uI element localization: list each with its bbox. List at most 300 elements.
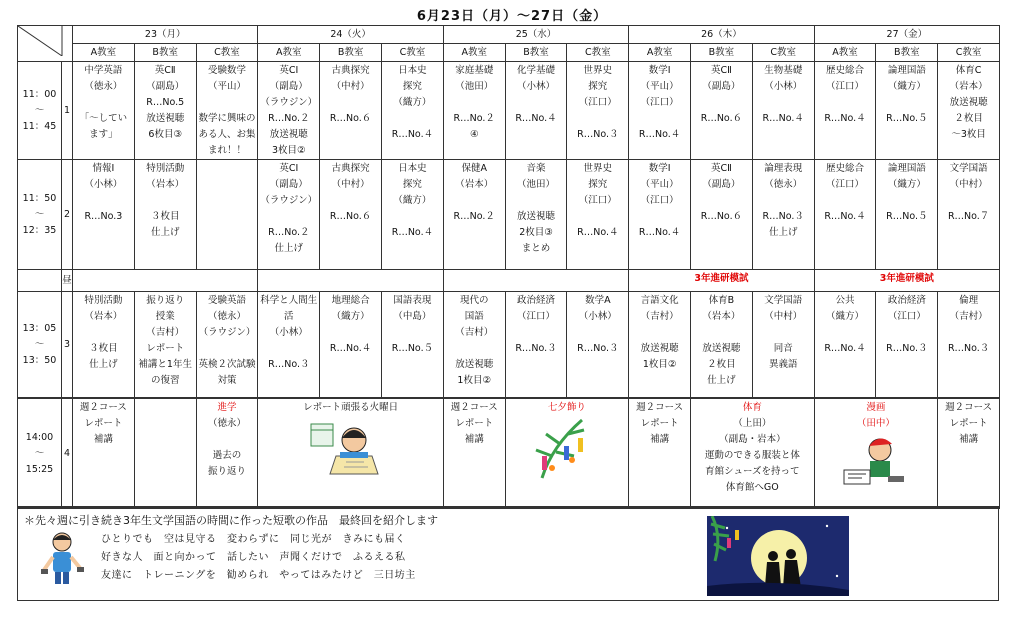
cell-line: 仕上げ: [89, 359, 118, 370]
cell-line: 週２コース: [79, 402, 127, 413]
exam-note: 3年進研模試: [629, 270, 814, 292]
cell-line: 同音: [773, 343, 793, 354]
class-cell: [691, 62, 753, 160]
cell-line: （江口）: [640, 195, 679, 206]
cell-line: 古典探究: [331, 163, 370, 174]
cell-line: R…No.３: [947, 343, 990, 354]
cell-line: [629, 325, 690, 341]
cell-line: 仕上げ: [150, 227, 180, 238]
class-cell: [691, 398, 815, 509]
cell-line: 日本史: [398, 163, 427, 174]
cell-line: 3枚目②: [272, 145, 306, 156]
cell-line: R…No.６: [700, 113, 743, 124]
cell-line: 活: [284, 311, 294, 322]
cell-line: 数学に興味の: [198, 113, 256, 124]
cell-line: [815, 325, 876, 341]
cell-line: 地理総合: [331, 295, 370, 306]
cell-line: R…No.５: [886, 211, 928, 222]
class-cell: [752, 292, 814, 399]
cell-line: [876, 325, 937, 341]
class-cell: [443, 62, 505, 160]
cell-line: 英検２次試験: [198, 359, 256, 370]
cell-line: R…No.３: [577, 129, 619, 140]
cell-line: R…No.２: [453, 113, 495, 124]
cell-line: R…No.４: [577, 227, 619, 238]
cell-line: [444, 341, 505, 357]
cell-line: 振り返り: [146, 295, 185, 306]
class-cell: [567, 160, 629, 270]
cell-line: 歴史総合: [826, 163, 865, 174]
cell-line: [567, 325, 628, 341]
day-header: 26（木）: [629, 26, 814, 44]
class-cell: [938, 292, 1000, 399]
cell-line: 1枚目②: [457, 375, 491, 386]
cell-line: [691, 325, 752, 341]
class-cell: [443, 398, 505, 509]
cell-line: R…No.３: [268, 359, 310, 370]
day-header: 23（月）: [73, 26, 258, 44]
cell-line: 放送視聴: [517, 211, 556, 222]
cell-line: R…No.5: [146, 97, 185, 108]
cell-line: （織方）: [826, 311, 865, 322]
cell-line: [197, 341, 258, 357]
corner-cell: [18, 26, 73, 62]
cell-line: [876, 193, 937, 209]
cell-line: （織方）: [887, 81, 926, 92]
cell-line: 仕上げ: [707, 375, 736, 386]
day-header: 24（火）: [258, 26, 443, 44]
cell-line: 七夕飾り: [547, 402, 586, 413]
time-cell: [18, 62, 62, 160]
cell-line: レポート: [146, 343, 185, 354]
cell-line: 探究: [588, 81, 608, 92]
cell-line: 情報Ⅰ: [92, 163, 115, 174]
cell-line: （池田）: [455, 81, 494, 92]
cell-line: 放送視聴: [269, 129, 308, 140]
class-cell: [382, 292, 444, 399]
cell-line: 放送視聴: [640, 343, 679, 354]
class-cell: [629, 62, 691, 160]
cell-line: レポート: [84, 418, 123, 429]
cell-line: 探究: [402, 81, 422, 92]
room-header: C教室: [752, 44, 814, 62]
cell-line: （中村）: [331, 179, 370, 190]
room-header: C教室: [567, 44, 629, 62]
room-header: B教室: [691, 44, 753, 62]
manga-drawing-illustration: [836, 432, 916, 490]
time-text: 11：00: [22, 89, 57, 100]
cell-line: [815, 193, 876, 209]
time-text: 13：05: [22, 323, 57, 334]
cell-line: 世界史: [583, 65, 613, 76]
cell-line: 2枚目③: [519, 227, 553, 238]
cell-line: 6枚目③: [148, 129, 182, 140]
room-header: B教室: [320, 44, 382, 62]
cell-line: （徳永）: [207, 311, 246, 322]
cell-line: [506, 325, 567, 341]
cell-line: 英CⅡ: [711, 65, 732, 76]
cell-line: ２枚目: [707, 359, 736, 370]
cell-line: ～3枚目: [951, 129, 986, 140]
cell-line: 週２コース: [945, 402, 993, 413]
time-cell: [18, 292, 62, 399]
cell-line: R…No.４: [391, 227, 434, 238]
cell-line: 「～してい: [79, 113, 128, 124]
cell-line: R…No.４: [638, 227, 681, 238]
class-cell: [73, 62, 135, 160]
cell-line: ある人、お集: [198, 129, 256, 140]
cell-line: [320, 95, 381, 111]
cell-line: 文学国語: [949, 163, 988, 174]
class-cell: [196, 292, 258, 399]
cell-line: 探究: [402, 179, 422, 190]
cell-line: 授業: [155, 311, 175, 322]
cell-line: 科学と人間生: [260, 295, 318, 306]
cell-line: 数学Ⅰ: [648, 65, 671, 76]
room-header: A教室: [73, 44, 135, 62]
class-cell: [814, 398, 938, 509]
cell-line: 保健A: [461, 163, 487, 174]
cell-line: [444, 95, 505, 111]
notes-intro: ＊先々週に引き続き3年生文学国語の時間に作った短歌の作品 最終回を紹介します: [24, 514, 438, 527]
cell-line: （徳永）: [207, 418, 246, 429]
period-number: 1: [62, 62, 73, 160]
cell-line: [815, 95, 876, 111]
class-cell: [134, 292, 196, 399]
cell-line: レポート: [949, 418, 988, 429]
cell-line: 論理国語: [887, 65, 926, 76]
time-text: 15:25: [25, 464, 54, 475]
cell-line: （上田）: [733, 418, 772, 429]
period-number: 4: [62, 398, 73, 509]
cell-line: R…No.４: [391, 129, 434, 140]
cell-line: （ラウジン）: [198, 327, 256, 338]
cell-line: （江口）: [826, 179, 865, 190]
cell-line: 放送視聴: [146, 113, 185, 124]
time-text: 11：45: [22, 121, 57, 132]
cell-line: R…No.５: [391, 343, 434, 354]
class-cell: [505, 62, 567, 160]
class-cell: [629, 398, 691, 509]
cell-line: ２枚目: [954, 113, 983, 124]
cell-line: 補講: [959, 434, 979, 445]
cell-line: （副島）: [702, 179, 741, 190]
cell-line: 1枚目②: [642, 359, 677, 370]
cell-line: R…No.２: [268, 113, 310, 124]
class-cell: [320, 160, 382, 270]
cell-line: 古典探究: [331, 65, 370, 76]
cell-line: （副島）: [702, 81, 741, 92]
cell-line: （副島）: [269, 81, 308, 92]
cell-line: 探究: [588, 179, 608, 190]
studying-student-illustration: [306, 416, 396, 478]
cell-line: まれ！！: [207, 145, 246, 156]
cell-line: 体育館へGO: [725, 482, 779, 493]
cell-line: R…No.２: [453, 211, 495, 222]
cell-line: [567, 209, 628, 225]
poem-line: 友達に トレーニングを 勧められ やってはみたけど 三日坊主: [101, 570, 416, 581]
cell-line: 英CⅡ: [711, 163, 732, 174]
cell-line: 数学Ⅰ: [648, 163, 671, 174]
cell-line: R…No.３: [577, 343, 619, 354]
cell-line: 生物基礎: [764, 65, 803, 76]
cell-line: （平山）: [640, 179, 679, 190]
cell-line: 歴史総合: [826, 65, 865, 76]
cell-line: 英CⅡ: [154, 65, 176, 76]
cell-line: 数学A: [585, 295, 611, 306]
cell-line: 日本史: [398, 65, 427, 76]
cell-line: R…No.７: [947, 211, 990, 222]
cell-line: R…No.３: [762, 211, 804, 222]
cell-line: 放送視聴: [949, 97, 988, 108]
class-cell: [567, 292, 629, 399]
cell-line: R…No.５: [886, 113, 928, 124]
cell-line: 漫画: [866, 402, 886, 413]
lunch-cell: [443, 270, 628, 292]
class-cell: [505, 398, 629, 509]
cell-line: [444, 193, 505, 209]
lunch-time-cell: [18, 270, 62, 292]
cell-line: [73, 193, 134, 209]
class-cell: [629, 292, 691, 399]
room-header: A教室: [258, 44, 320, 62]
lunch-cell: [73, 270, 258, 292]
cell-line: 政治経済: [887, 295, 926, 306]
class-cell: [567, 62, 629, 160]
cell-line: 特別活動: [84, 295, 123, 306]
period-number: 2: [62, 160, 73, 270]
cell-line: R…No.６: [700, 211, 743, 222]
cell-line: 倫理: [959, 295, 979, 306]
cell-line: [629, 111, 690, 127]
cell-line: 国語表現: [393, 295, 432, 306]
cell-line: R…No.４: [329, 343, 372, 354]
cell-line: （江口）: [887, 311, 926, 322]
cell-line: 現代の: [459, 295, 489, 306]
schedule-table: [17, 25, 1000, 509]
cell-line: （副島・岩本）: [719, 434, 786, 445]
cell-line: （岩本）: [702, 311, 741, 322]
cell-line: 化学基礎: [517, 65, 556, 76]
class-cell: [258, 160, 320, 270]
cell-line: （田中）: [856, 418, 895, 429]
room-header: A教室: [814, 44, 876, 62]
cell-line: [258, 341, 319, 357]
cell-line: [691, 95, 752, 111]
class-cell: [134, 398, 196, 509]
poem-line: 好きな人 面と向かって 話したい 声聞くだけで ふるえる私: [101, 552, 406, 563]
cell-line: （江口）: [578, 97, 617, 108]
cell-line: R…No.３: [515, 343, 557, 354]
class-cell: [320, 292, 382, 399]
cell-line: レポート: [640, 418, 679, 429]
cell-line: 週２コース: [636, 402, 684, 413]
cell-line: 論理表現: [764, 163, 803, 174]
class-cell: [73, 160, 135, 270]
cell-line: （岩本）: [146, 179, 185, 190]
lunch-cell: [258, 270, 443, 292]
room-header: C教室: [938, 44, 1000, 62]
cell-line: [506, 193, 567, 209]
cell-line: （池田）: [517, 179, 556, 190]
day-header: 27（金）: [814, 26, 999, 44]
class-cell: [814, 160, 876, 270]
cell-line: （中村）: [331, 81, 370, 92]
room-header: C教室: [196, 44, 258, 62]
cell-line: [876, 95, 937, 111]
cell-line: （吉村）: [146, 327, 185, 338]
cell-line: （副島）: [269, 179, 308, 190]
cell-line: R…No.４: [762, 113, 804, 124]
time-text: ～: [34, 209, 45, 220]
cell-line: 英CⅠ: [279, 65, 299, 76]
class-cell: [258, 398, 443, 509]
cell-line: R…No.３: [886, 343, 928, 354]
class-cell: [814, 292, 876, 399]
time-text: 12：35: [22, 225, 57, 236]
cell-line: 振り返り: [207, 466, 246, 477]
cell-line: （織方）: [331, 311, 370, 322]
room-header: A教室: [443, 44, 505, 62]
cell-line: 体育B: [708, 295, 735, 306]
time-text: 14:00: [25, 432, 54, 443]
class-cell: [629, 160, 691, 270]
class-cell: [134, 160, 196, 270]
cell-line: 補講と1年生: [138, 359, 192, 370]
cell-line: （江口）: [640, 97, 679, 108]
cell-line: ３枚目: [150, 211, 180, 222]
class-cell: [505, 292, 567, 399]
class-cell: [876, 62, 938, 160]
cell-line: （平山）: [207, 81, 246, 92]
cell-line: 仕上げ: [768, 227, 798, 238]
cell-line: ます」: [89, 129, 118, 140]
runner-illustration: [40, 530, 86, 586]
cell-line: 進学: [217, 402, 237, 413]
cell-line: [506, 95, 567, 111]
cell-line: レポート: [455, 418, 494, 429]
cell-line: （岩本）: [455, 179, 494, 190]
cell-line: （小林）: [578, 311, 617, 322]
class-cell: [73, 398, 135, 509]
cell-line: 補講: [93, 434, 113, 445]
class-cell: [196, 160, 258, 270]
cell-line: R…No.４: [824, 211, 866, 222]
cell-line: [753, 325, 814, 341]
cell-line: 補講: [650, 434, 670, 445]
cell-line: [320, 193, 381, 209]
cell-line: 中学英語: [84, 65, 123, 76]
cell-line: （小林）: [764, 81, 803, 92]
room-header: B教室: [876, 44, 938, 62]
period-number: 3: [62, 292, 73, 399]
notes-section: [17, 506, 999, 601]
class-cell: [258, 292, 320, 399]
class-cell: [443, 160, 505, 270]
cell-line: 言語文化: [640, 295, 679, 306]
time-cell: [18, 398, 62, 509]
cell-line: R…No.４: [824, 113, 866, 124]
cell-line: R…No.６: [329, 211, 372, 222]
cell-line: 対策: [217, 375, 237, 386]
time-cell: [18, 160, 62, 270]
cell-line: （ラウジン）: [260, 97, 318, 108]
cell-line: （岩本）: [949, 81, 988, 92]
page-title: 6月23日（月）～27日（金）: [416, 9, 608, 24]
cell-line: R…No.４: [824, 343, 866, 354]
time-text: ～: [34, 105, 45, 116]
cell-line: （吉村）: [640, 311, 679, 322]
cell-line: （小林）: [84, 179, 123, 190]
cell-line: 英CⅠ: [279, 163, 299, 174]
cell-line: [382, 209, 443, 225]
class-cell: [382, 62, 444, 160]
cell-line: （小林）: [269, 327, 308, 338]
class-cell: [938, 160, 1000, 270]
cell-line: [938, 193, 999, 209]
cell-line: [382, 325, 443, 341]
cell-line: 週２コース: [450, 402, 498, 413]
cell-line: R…No.６: [329, 113, 372, 124]
room-header: A教室: [629, 44, 691, 62]
cell-line: [382, 111, 443, 127]
cell-line: （織方）: [393, 97, 432, 108]
class-cell: [134, 62, 196, 160]
cell-line: （小林）: [517, 81, 556, 92]
class-cell: [691, 292, 753, 399]
cell-line: [135, 193, 196, 209]
class-cell: [876, 160, 938, 270]
cell-line: ④: [469, 129, 479, 140]
cell-line: R…No.２: [268, 227, 310, 238]
tanabata-decoration-illustration: [522, 416, 612, 482]
cell-line: [197, 432, 258, 448]
time-text: 13：50: [22, 355, 57, 366]
cell-line: （江口）: [578, 195, 617, 206]
cell-line: 特別活動: [146, 163, 185, 174]
class-cell: [752, 160, 814, 270]
cell-line: 国語: [464, 311, 484, 322]
cell-line: （吉村）: [949, 311, 988, 322]
cell-line: R…No.４: [638, 129, 681, 140]
cell-line: 公共: [835, 295, 855, 306]
cell-line: 体育C: [955, 65, 982, 76]
poem-line: ひとりでも 空は見守る 変わらずに 同じ光が きみにも届く: [101, 534, 406, 545]
cell-line: （江口）: [517, 311, 556, 322]
room-header: B教室: [505, 44, 567, 62]
cell-line: まとめ: [521, 243, 551, 254]
cell-line: の復習: [150, 375, 180, 386]
cell-line: （中島）: [393, 311, 432, 322]
class-cell: [752, 62, 814, 160]
cell-line: 音楽: [526, 163, 546, 174]
cell-line: R…No.3: [84, 211, 123, 222]
class-cell: [876, 292, 938, 399]
cell-line: 体育: [742, 402, 762, 413]
cell-line: （中村）: [949, 179, 988, 190]
cell-line: （織方）: [887, 179, 926, 190]
cell-line: 運動のできる服装と体: [704, 450, 800, 461]
class-cell: [196, 398, 258, 509]
cell-line: [691, 193, 752, 209]
cell-line: [753, 95, 814, 111]
cell-line: [73, 325, 134, 341]
cell-line: （徳永）: [764, 179, 803, 190]
cell-line: （織方）: [393, 195, 432, 206]
time-text: ～: [34, 339, 45, 350]
class-cell: [382, 160, 444, 270]
cell-line: 受験英語: [207, 295, 246, 306]
